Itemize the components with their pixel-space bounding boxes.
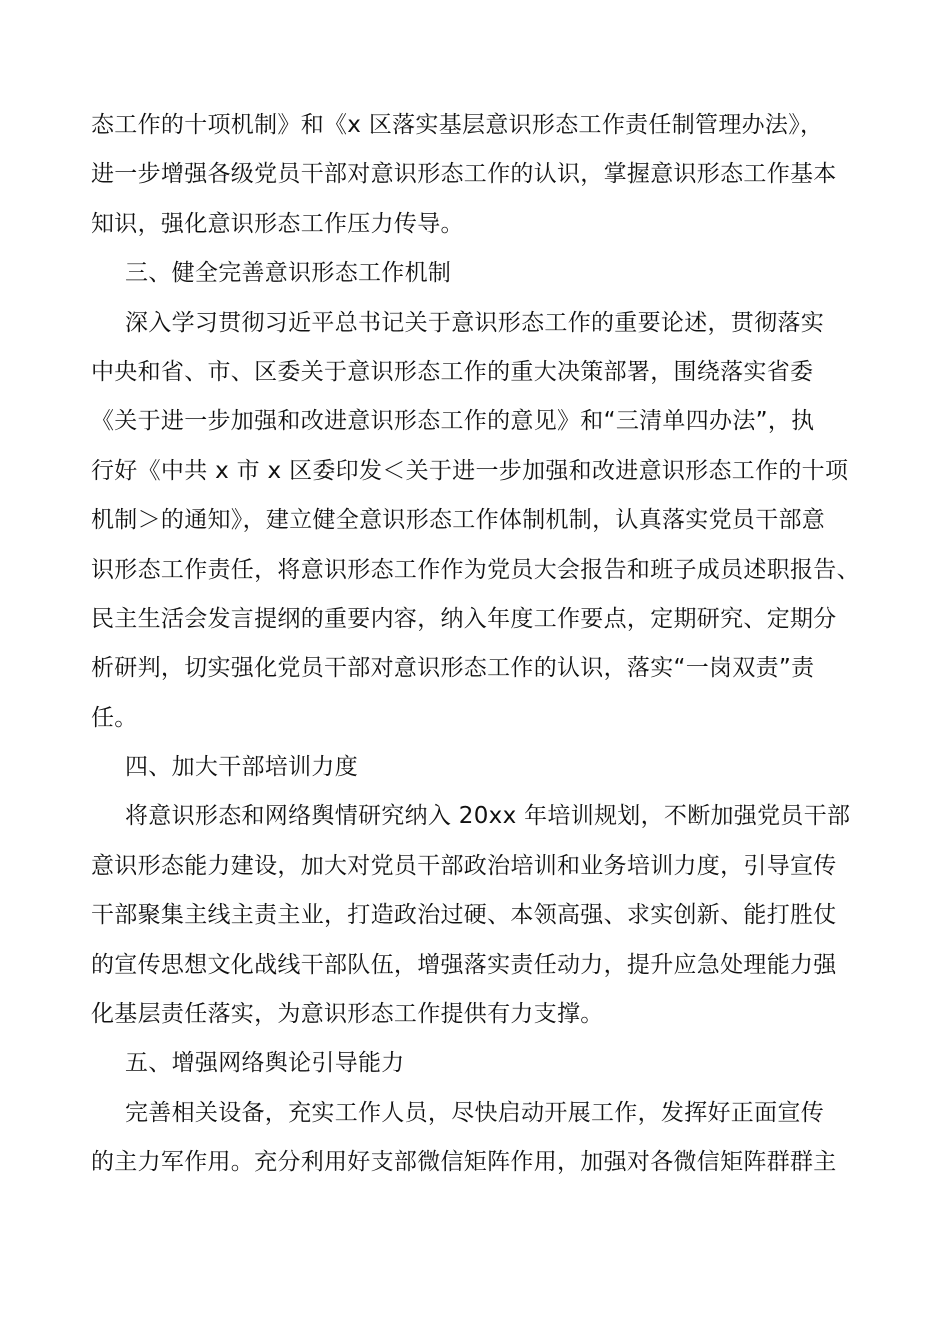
text-line: 态工作的十项机制》和《x 区落实基层意识形态工作责任制管理办法》， [91, 112, 824, 138]
text-line: 意识形态能力建设，加大对党员干部政治培训和业务培训力度，引导宣传 [91, 852, 837, 879]
text-line: 化基层责任落实，为意识形态工作提供有力支撑。 [91, 1001, 604, 1028]
text-line: 识形态工作责任，将意识形态工作作为党员大会报告和班子成员述职报告、 [91, 556, 860, 583]
text-line: 干部聚集主线主责主业，打造政治过硬、本领高强、求实创新、能打胜仗 [91, 902, 837, 929]
text-line: 知识，强化意识形态工作压力传导。 [91, 210, 464, 237]
text-line: 的宣传思想文化战线干部队伍，增强落实责任动力，提升应急处理能力强 [91, 951, 837, 978]
text-line: 中央和省、市、区委关于意识形态工作的重大决策部署，围绕落实省委 [91, 358, 814, 385]
text-line: 进一步增强各级党员干部对意识形态工作的认识，掌握意识形态工作基本 [91, 161, 837, 188]
text-line: 完善相关设备，充实工作人员，尽快启动开展工作，发挥好正面宣传 [125, 1099, 824, 1126]
text-line: 五、增强网络舆论引导能力 [125, 1050, 405, 1077]
text-line: 民主生活会发言提纲的重要内容，纳入年度工作要点，定期研究、定期分 [91, 605, 837, 632]
text-line: 将意识形态和网络舆情研究纳入 20xx 年培训规划，不断加强党员干部 [125, 803, 851, 830]
text-line: 四、加大干部培训力度 [125, 754, 358, 781]
document-body [91, 101, 866, 1188]
text-line: 深入学习贯彻习近平总书记关于意识形态工作的重要论述，贯彻落实 [125, 309, 824, 336]
text-line: 行好《中共 x 市 x 区委印发＜关于进一步加强和改进意识形态工作的十项 [91, 457, 849, 484]
text-line: 三、健全完善意识形态工作机制 [125, 260, 452, 287]
text-line: 机制＞的通知》，建立健全意识形态工作体制机制，认真落实党员干部意 [91, 507, 826, 534]
text-line: 的主力军作用。充分利用好支部微信矩阵作用，加强对各微信矩阵群群主 [91, 1149, 837, 1176]
text-line: 任。 [91, 704, 138, 731]
text-line: 析研判，切实强化党员干部对意识形态工作的认识，落实“一岗双责”责 [91, 655, 815, 682]
text-line: 《关于进一步加强和改进意识形态工作的意见》和“三清单四办法”，执 [91, 408, 815, 435]
